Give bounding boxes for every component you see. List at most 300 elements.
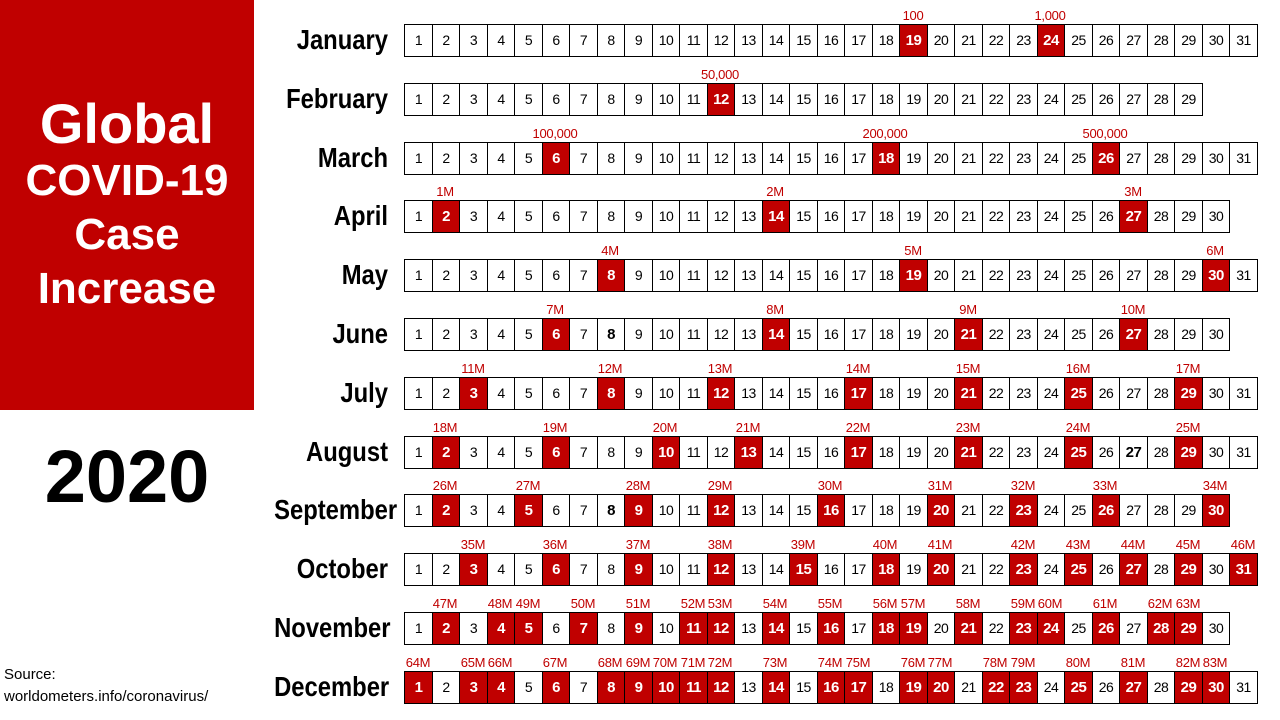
month-label-july: July xyxy=(340,377,388,408)
milestone-label: 23M xyxy=(955,420,981,435)
milestone-day-cell: 17 xyxy=(844,671,873,704)
day-cell: 4 xyxy=(487,553,515,586)
milestone-label: 21M xyxy=(735,420,761,435)
milestone-label: 79M xyxy=(1010,655,1036,670)
day-cell: 4 xyxy=(487,24,515,57)
milestone-day-cell: 6 xyxy=(542,671,570,704)
milestone-day-cell: 31 xyxy=(1229,553,1258,586)
day-cell: 6 xyxy=(542,494,570,527)
milestone-label: 40M xyxy=(872,537,898,552)
day-cell: 28 xyxy=(1147,553,1175,586)
day-cell: 16 xyxy=(817,377,845,410)
milestone-label: 27M xyxy=(515,478,541,493)
milestone-day-cell: 18 xyxy=(872,142,900,175)
day-cell: 9 xyxy=(624,83,653,116)
day-cell: 20 xyxy=(927,24,955,57)
day-cell: 30 xyxy=(1202,553,1230,586)
milestone-day-cell: 3 xyxy=(459,553,488,586)
day-cell: 31 xyxy=(1229,24,1258,57)
day-cell: 11 xyxy=(679,142,708,175)
day-cell: 22 xyxy=(982,553,1010,586)
day-cell: 24 xyxy=(1037,553,1065,586)
day-cell: 19 xyxy=(899,142,928,175)
day-cell: 11 xyxy=(679,200,708,233)
day-cell: 3 xyxy=(459,612,488,645)
milestone-label: 2M xyxy=(766,184,784,199)
day-cell: 28 xyxy=(1147,142,1175,175)
day-cell: 9 xyxy=(624,259,653,292)
day-cell: 8 xyxy=(597,553,625,586)
day-cell: 12 xyxy=(707,142,735,175)
day-cell: 28 xyxy=(1147,377,1175,410)
day-cell: 25 xyxy=(1064,24,1093,57)
milestone-label: 78M xyxy=(982,655,1008,670)
day-cell: 12 xyxy=(707,318,735,351)
month-label-march: March xyxy=(317,142,388,173)
day-cell: 3 xyxy=(459,24,488,57)
milestone-day-cell: 21 xyxy=(954,612,983,645)
milestone-label: 37M xyxy=(625,537,651,552)
milestone-day-cell: 9 xyxy=(624,553,653,586)
milestone-label: 43M xyxy=(1065,537,1091,552)
milestone-label: 18M xyxy=(432,420,458,435)
day-cell: 24 xyxy=(1037,671,1065,704)
title-line-2: COVID-19 xyxy=(25,156,229,205)
day-cell: 30 xyxy=(1202,24,1230,57)
day-cell: 2 xyxy=(432,83,460,116)
day-cell: 20 xyxy=(927,318,955,351)
title-line-1: Global xyxy=(39,92,215,155)
day-cell: 3 xyxy=(459,318,488,351)
day-cell: 15 xyxy=(789,671,818,704)
day-cell: 23 xyxy=(1009,83,1038,116)
day-cell: 30 xyxy=(1202,377,1230,410)
milestone-label: 74M xyxy=(817,655,843,670)
milestone-label: 62M xyxy=(1147,596,1173,611)
day-cell: 26 xyxy=(1092,377,1120,410)
day-cell: 1 xyxy=(404,494,433,527)
day-cell: 21 xyxy=(954,671,983,704)
day-cell: 1 xyxy=(404,24,433,57)
day-cell: 9 xyxy=(624,318,653,351)
milestone-day-cell: 19 xyxy=(899,259,928,292)
day-cell: 9 xyxy=(624,436,653,469)
day-cell: 20 xyxy=(927,259,955,292)
day-cell: 4 xyxy=(487,436,515,469)
day-cell: 6 xyxy=(542,200,570,233)
day-cell: 2 xyxy=(432,24,460,57)
day-cell: 13 xyxy=(734,612,763,645)
day-cell: 20 xyxy=(927,142,955,175)
day-cell: 29 xyxy=(1174,83,1203,116)
day-cell: 16 xyxy=(817,553,845,586)
milestone-label: 25M xyxy=(1175,420,1201,435)
day-cell: 19 xyxy=(899,83,928,116)
milestone-label: 67M xyxy=(542,655,568,670)
milestone-day-cell: 27 xyxy=(1119,671,1148,704)
day-cell: 17 xyxy=(844,553,873,586)
milestone-label: 75M xyxy=(845,655,871,670)
day-cell: 13 xyxy=(734,200,763,233)
milestone-day-cell: 12 xyxy=(707,83,735,116)
milestone-day-cell: 28 xyxy=(1147,612,1175,645)
milestone-label: 61M xyxy=(1092,596,1118,611)
day-cell: 7 xyxy=(569,83,598,116)
day-cell: 2 xyxy=(432,553,460,586)
milestone-label: 53M xyxy=(707,596,733,611)
day-cell: 2 xyxy=(432,318,460,351)
milestone-day-cell: 9 xyxy=(624,671,653,704)
milestone-day-cell: 17 xyxy=(844,436,873,469)
month-label-june: June xyxy=(332,318,388,349)
day-cell: 19 xyxy=(899,377,928,410)
milestone-label: 68M xyxy=(597,655,623,670)
day-cell: 20 xyxy=(927,436,955,469)
day-cell: 11 xyxy=(679,259,708,292)
source-url: worldometers.info/coronavirus/ xyxy=(4,688,209,705)
day-cell: 20 xyxy=(927,200,955,233)
milestone-day-cell: 25 xyxy=(1064,436,1093,469)
day-cell: 31 xyxy=(1229,259,1258,292)
month-label-november: November xyxy=(274,612,391,643)
day-cell: 8 xyxy=(597,142,625,175)
milestone-day-cell: 14 xyxy=(762,318,790,351)
day-cell: 28 xyxy=(1147,494,1175,527)
day-cell: 18 xyxy=(872,318,900,351)
day-cell: 31 xyxy=(1229,377,1258,410)
milestone-label: 28M xyxy=(625,478,651,493)
milestone-label: 6M xyxy=(1206,243,1224,258)
milestone-day-cell: 26 xyxy=(1092,612,1120,645)
milestone-label: 45M xyxy=(1175,537,1201,552)
day-cell: 13 xyxy=(734,24,763,57)
milestone-label: 13M xyxy=(707,361,733,376)
day-cell: 23 xyxy=(1009,142,1038,175)
milestone-day-cell: 16 xyxy=(817,494,845,527)
month-label-december: December xyxy=(274,671,390,702)
source-note xyxy=(4,664,208,708)
day-cell: 16 xyxy=(817,142,845,175)
milestone-label: 26M xyxy=(432,478,458,493)
day-cell: 3 xyxy=(459,259,488,292)
milestone-day-cell: 29 xyxy=(1174,671,1203,704)
day-cell: 18 xyxy=(872,436,900,469)
milestone-label: 7M xyxy=(546,302,564,317)
day-cell: 25 xyxy=(1064,612,1093,645)
day-cell: 24 xyxy=(1037,142,1065,175)
milestone-label: 51M xyxy=(625,596,651,611)
milestone-day-cell: 21 xyxy=(954,318,983,351)
day-cell: 21 xyxy=(954,494,983,527)
day-cell: 1 xyxy=(404,377,433,410)
day-cell: 15 xyxy=(789,494,818,527)
day-cell: 8 xyxy=(597,200,625,233)
milestone-day-cell: 3 xyxy=(459,377,488,410)
day-cell: 14 xyxy=(762,553,790,586)
day-cell: 22 xyxy=(982,24,1010,57)
milestone-label: 57M xyxy=(900,596,926,611)
milestone-label: 100 xyxy=(902,8,924,23)
day-cell: 25 xyxy=(1064,83,1093,116)
day-cell: 3 xyxy=(459,83,488,116)
milestone-label: 1,000 xyxy=(1034,8,1066,23)
day-cell: 21 xyxy=(954,259,983,292)
milestone-label: 83M xyxy=(1202,655,1228,670)
milestone-day-cell: 25 xyxy=(1064,553,1093,586)
day-cell: 1 xyxy=(404,612,433,645)
milestone-label: 76M xyxy=(900,655,926,670)
day-cell: 4 xyxy=(487,200,515,233)
day-cell: 22 xyxy=(982,200,1010,233)
day-cell: 25 xyxy=(1064,142,1093,175)
milestone-label: 54M xyxy=(762,596,788,611)
day-cell: 23 xyxy=(1009,436,1038,469)
day-cell: 21 xyxy=(954,142,983,175)
day-cell: 13 xyxy=(734,494,763,527)
milestone-label: 9M xyxy=(959,302,977,317)
milestone-label: 16M xyxy=(1065,361,1091,376)
day-cell: 26 xyxy=(1092,318,1120,351)
milestone-label: 34M xyxy=(1202,478,1228,493)
day-cell: 16 xyxy=(817,24,845,57)
milestone-day-cell: 8 xyxy=(597,259,625,292)
day-cell: 23 xyxy=(1009,200,1038,233)
day-cell: 17 xyxy=(844,200,873,233)
milestone-day-cell: 14 xyxy=(762,671,790,704)
milestone-day-cell: 25 xyxy=(1064,671,1093,704)
day-cell: 7 xyxy=(569,671,598,704)
milestone-day-cell: 21 xyxy=(954,436,983,469)
milestone-day-cell: 11 xyxy=(679,612,708,645)
day-cell: 26 xyxy=(1092,259,1120,292)
day-cell: 25 xyxy=(1064,259,1093,292)
month-row-august xyxy=(404,436,1257,469)
day-cell: 17 xyxy=(844,612,873,645)
month-label-october: October xyxy=(296,553,388,584)
day-cell: 28 xyxy=(1147,24,1175,57)
day-cell: 28 xyxy=(1147,259,1175,292)
day-cell: 17 xyxy=(844,142,873,175)
day-cell: 21 xyxy=(954,24,983,57)
milestone-label: 56M xyxy=(872,596,898,611)
milestone-label: 5M xyxy=(904,243,922,258)
day-cell: 18 xyxy=(872,494,900,527)
day-cell: 10 xyxy=(652,142,680,175)
milestone-label: 46M xyxy=(1230,537,1256,552)
day-cell: 27 xyxy=(1119,494,1148,527)
day-cell: 2 xyxy=(432,377,460,410)
day-cell: 27 xyxy=(1119,436,1148,469)
day-cell: 5 xyxy=(514,142,543,175)
milestone-day-cell: 16 xyxy=(817,671,845,704)
day-cell: 5 xyxy=(514,553,543,586)
title-panel xyxy=(0,0,254,410)
day-cell: 22 xyxy=(982,259,1010,292)
day-cell: 16 xyxy=(817,200,845,233)
day-cell: 8 xyxy=(597,494,625,527)
month-row-february xyxy=(404,83,1202,116)
day-cell: 9 xyxy=(624,200,653,233)
day-cell: 19 xyxy=(899,553,928,586)
day-cell: 23 xyxy=(1009,259,1038,292)
day-cell: 31 xyxy=(1229,671,1258,704)
day-cell: 19 xyxy=(899,200,928,233)
milestone-day-cell: 2 xyxy=(432,200,460,233)
day-cell: 31 xyxy=(1229,142,1258,175)
milestone-day-cell: 13 xyxy=(734,436,763,469)
day-cell: 3 xyxy=(459,142,488,175)
milestone-day-cell: 29 xyxy=(1174,612,1203,645)
milestone-label: 41M xyxy=(927,537,953,552)
day-cell: 7 xyxy=(569,553,598,586)
month-label-february: February xyxy=(286,83,388,114)
day-cell: 1 xyxy=(404,259,433,292)
month-label-may: May xyxy=(341,259,388,290)
day-cell: 8 xyxy=(597,24,625,57)
milestone-label: 80M xyxy=(1065,655,1091,670)
day-cell: 30 xyxy=(1202,436,1230,469)
day-cell: 30 xyxy=(1202,142,1230,175)
day-cell: 5 xyxy=(514,24,543,57)
day-cell: 11 xyxy=(679,83,708,116)
day-cell: 12 xyxy=(707,24,735,57)
milestone-day-cell: 12 xyxy=(707,671,735,704)
milestone-day-cell: 24 xyxy=(1037,612,1065,645)
month-row-october xyxy=(404,553,1257,586)
milestone-label: 72M xyxy=(707,655,733,670)
day-cell: 15 xyxy=(789,200,818,233)
day-cell: 18 xyxy=(872,24,900,57)
milestone-day-cell: 27 xyxy=(1119,200,1148,233)
day-cell: 14 xyxy=(762,259,790,292)
day-cell: 17 xyxy=(844,494,873,527)
milestone-day-cell: 2 xyxy=(432,612,460,645)
day-cell: 11 xyxy=(679,318,708,351)
day-cell: 3 xyxy=(459,494,488,527)
day-cell: 10 xyxy=(652,612,680,645)
day-cell: 9 xyxy=(624,142,653,175)
day-cell: 11 xyxy=(679,553,708,586)
month-row-july xyxy=(404,377,1257,410)
milestone-label: 81M xyxy=(1120,655,1146,670)
day-cell: 10 xyxy=(652,200,680,233)
day-cell: 30 xyxy=(1202,200,1230,233)
day-cell: 5 xyxy=(514,200,543,233)
milestone-day-cell: 21 xyxy=(954,377,983,410)
day-cell: 1 xyxy=(404,318,433,351)
day-cell: 2 xyxy=(432,142,460,175)
day-cell: 28 xyxy=(1147,436,1175,469)
month-row-december xyxy=(404,671,1257,704)
milestone-label: 66M xyxy=(487,655,513,670)
day-cell: 24 xyxy=(1037,318,1065,351)
milestone-label: 48M xyxy=(487,596,513,611)
day-cell: 24 xyxy=(1037,200,1065,233)
day-cell: 9 xyxy=(624,377,653,410)
day-cell: 22 xyxy=(982,436,1010,469)
milestone-day-cell: 23 xyxy=(1009,612,1038,645)
day-cell: 27 xyxy=(1119,259,1148,292)
day-cell: 1 xyxy=(404,436,433,469)
milestone-label: 38M xyxy=(707,537,733,552)
day-cell: 13 xyxy=(734,142,763,175)
milestone-label: 71M xyxy=(680,655,706,670)
day-cell: 15 xyxy=(789,377,818,410)
day-cell: 4 xyxy=(487,318,515,351)
day-cell: 25 xyxy=(1064,494,1093,527)
milestone-day-cell: 11 xyxy=(679,671,708,704)
milestone-day-cell: 7 xyxy=(569,612,598,645)
day-cell: 22 xyxy=(982,142,1010,175)
day-cell: 5 xyxy=(514,83,543,116)
milestone-day-cell: 22 xyxy=(982,671,1010,704)
day-cell: 6 xyxy=(542,24,570,57)
day-cell: 2 xyxy=(432,671,460,704)
milestone-label: 44M xyxy=(1120,537,1146,552)
milestone-label: 11M xyxy=(461,361,485,376)
day-cell: 10 xyxy=(652,377,680,410)
day-cell: 22 xyxy=(982,377,1010,410)
day-cell: 1 xyxy=(404,142,433,175)
milestone-day-cell: 23 xyxy=(1009,494,1038,527)
milestone-day-cell: 15 xyxy=(789,553,818,586)
milestone-day-cell: 25 xyxy=(1064,377,1093,410)
day-cell: 29 xyxy=(1174,259,1203,292)
day-cell: 8 xyxy=(597,436,625,469)
milestone-label: 52M xyxy=(680,596,706,611)
day-cell: 17 xyxy=(844,83,873,116)
day-cell: 5 xyxy=(514,671,543,704)
milestone-day-cell: 16 xyxy=(817,612,845,645)
milestone-label: 1M xyxy=(436,184,454,199)
milestone-label: 3M xyxy=(1124,184,1142,199)
day-cell: 14 xyxy=(762,494,790,527)
day-cell: 20 xyxy=(927,612,955,645)
day-cell: 5 xyxy=(514,318,543,351)
milestone-day-cell: 18 xyxy=(872,612,900,645)
milestone-day-cell: 29 xyxy=(1174,553,1203,586)
day-cell: 8 xyxy=(597,318,625,351)
milestone-day-cell: 6 xyxy=(542,142,570,175)
day-cell: 10 xyxy=(652,259,680,292)
day-cell: 5 xyxy=(514,377,543,410)
day-cell: 29 xyxy=(1174,24,1203,57)
source-label: Source: xyxy=(4,666,56,683)
day-cell: 13 xyxy=(734,259,763,292)
day-cell: 18 xyxy=(872,377,900,410)
day-cell: 25 xyxy=(1064,318,1093,351)
milestone-label: 70M xyxy=(652,655,678,670)
day-cell: 21 xyxy=(954,200,983,233)
milestone-day-cell: 10 xyxy=(652,436,680,469)
milestone-day-cell: 26 xyxy=(1092,142,1120,175)
day-cell: 6 xyxy=(542,83,570,116)
milestone-day-cell: 14 xyxy=(762,612,790,645)
milestone-label: 77M xyxy=(927,655,953,670)
day-cell: 24 xyxy=(1037,83,1065,116)
milestone-label: 47M xyxy=(432,596,458,611)
day-cell: 27 xyxy=(1119,612,1148,645)
day-cell: 14 xyxy=(762,83,790,116)
day-cell: 16 xyxy=(817,259,845,292)
day-cell: 18 xyxy=(872,259,900,292)
day-cell: 1 xyxy=(404,83,433,116)
milestone-day-cell: 6 xyxy=(542,553,570,586)
milestone-day-cell: 27 xyxy=(1119,318,1148,351)
day-cell: 13 xyxy=(734,671,763,704)
day-cell: 28 xyxy=(1147,671,1175,704)
day-cell: 23 xyxy=(1009,318,1038,351)
